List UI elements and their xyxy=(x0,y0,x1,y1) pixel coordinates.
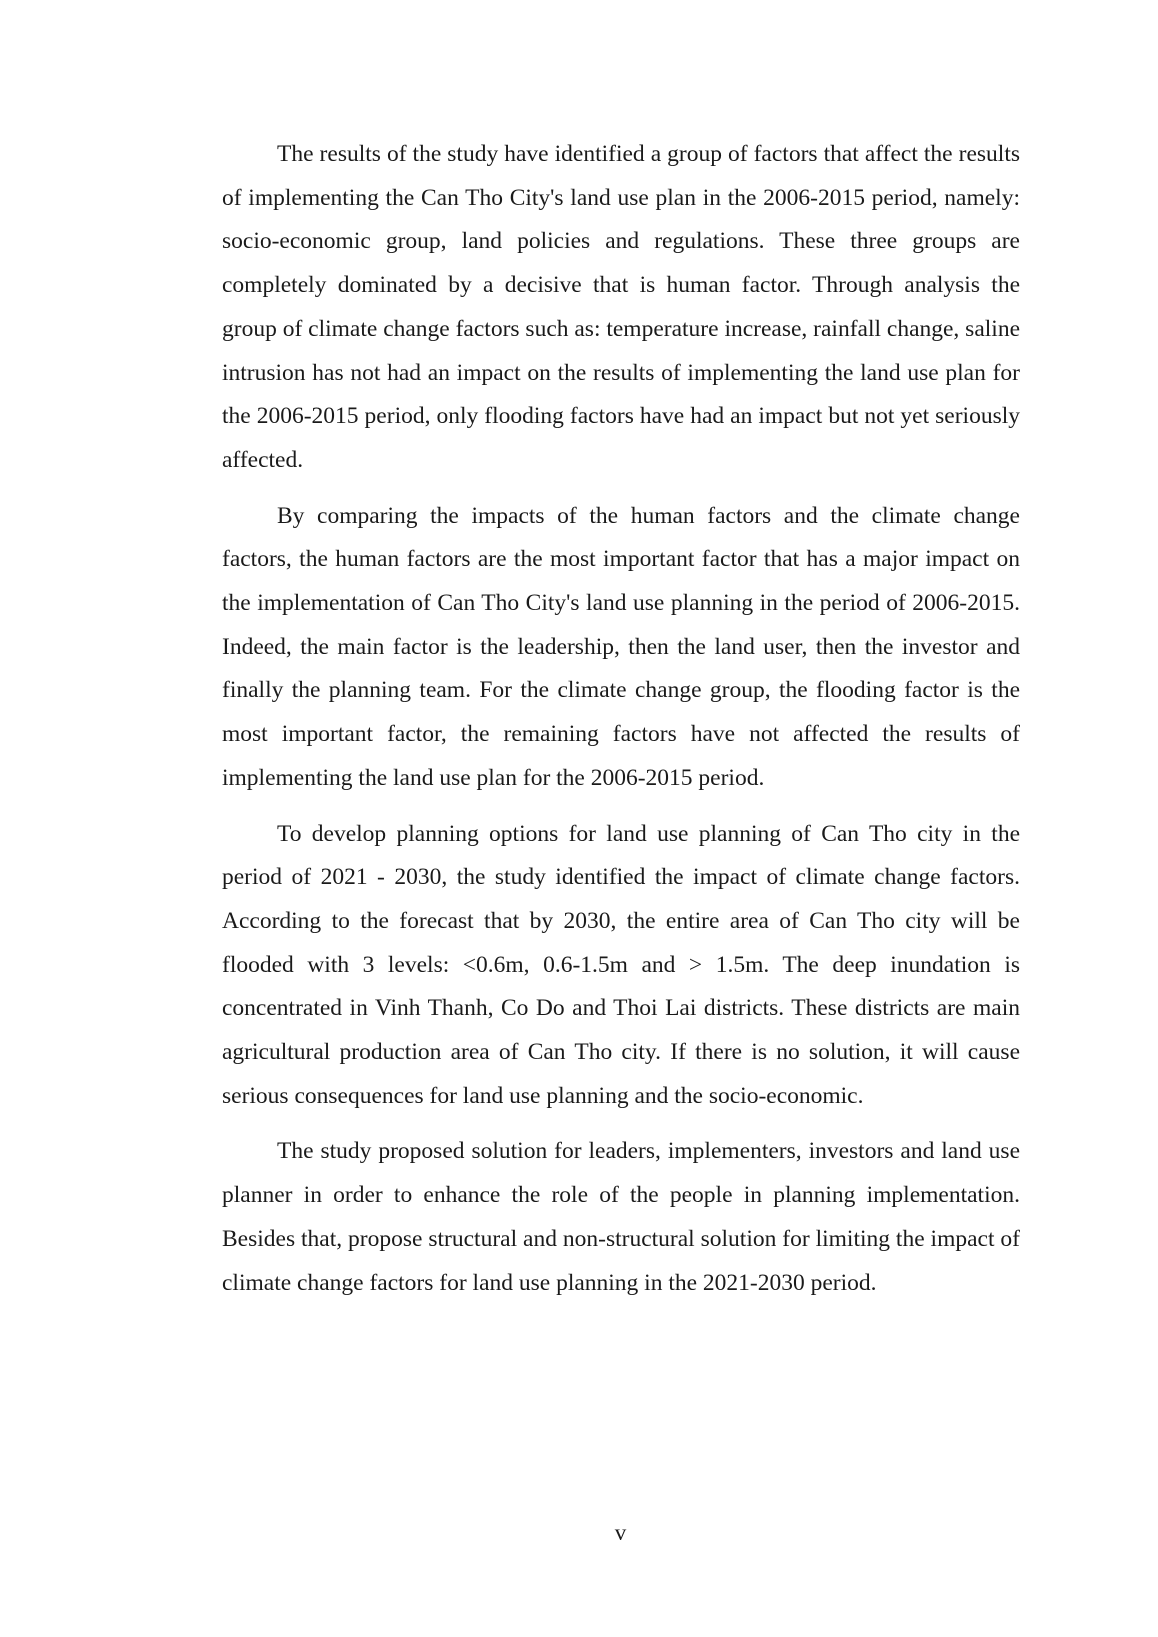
page-number: v xyxy=(614,1520,627,1545)
paragraph-3: To develop planning options for land use planning of Can Tho city in the period of 2021 - 2030, the study identified the impact of climate change factors. According to the forecast that by 2030, the entire area of Can Tho city will be flooded with 3 levels: <0.6m, 0.6-1.5m and > 1.5m. The deep inundation is concentrated in Vinh Thanh, Co Do and Thoi Lai districts. These districts are main agricultural production area of Can Tho city. If there is no solution, it will cause serious consequences for land use planning and the socio-economic. xyxy=(222,820,1020,1109)
paragraph-2: By comparing the impacts of the human factors and the climate change factors, the human factors are the most important factor that has a major impact on the implementation of Can Tho City's land use planning in the period of 2006-2015. Indeed, the main factor is the leadership, then the land user, then the investor and finally the planning team. For the climate change group, the flooding factor is the most important factor, the remaining factors have not affected the results of implementing the land use plan for the 2006-2015 period. xyxy=(222,502,1020,791)
body-text xyxy=(222,133,1020,1317)
paragraph-4: The study proposed solution for leaders, implementers, investors and land use planner in order to enhance the role of the people in planning implementation. Besides that, propose structural and non-structural solution for limiting the impact of climate change factors for land use planning in the 2021-2030 period. xyxy=(222,1138,1020,1296)
paragraph-1: The results of the study have identified a group of factors that affect the results of implementing the Can Tho City's land use plan in the 2006-2015 period, namely: socio-economic group, land policies and regulations. These three groups are completely dominated by a decisive that is human factor. Through analysis the group of climate change factors such as: temperature increase, rainfall change, saline intrusion has not had an impact on the results of implementing the land use plan for the 2006-2015 period, only flooding factors have had an impact but not yet seriously affected. xyxy=(222,141,1020,473)
